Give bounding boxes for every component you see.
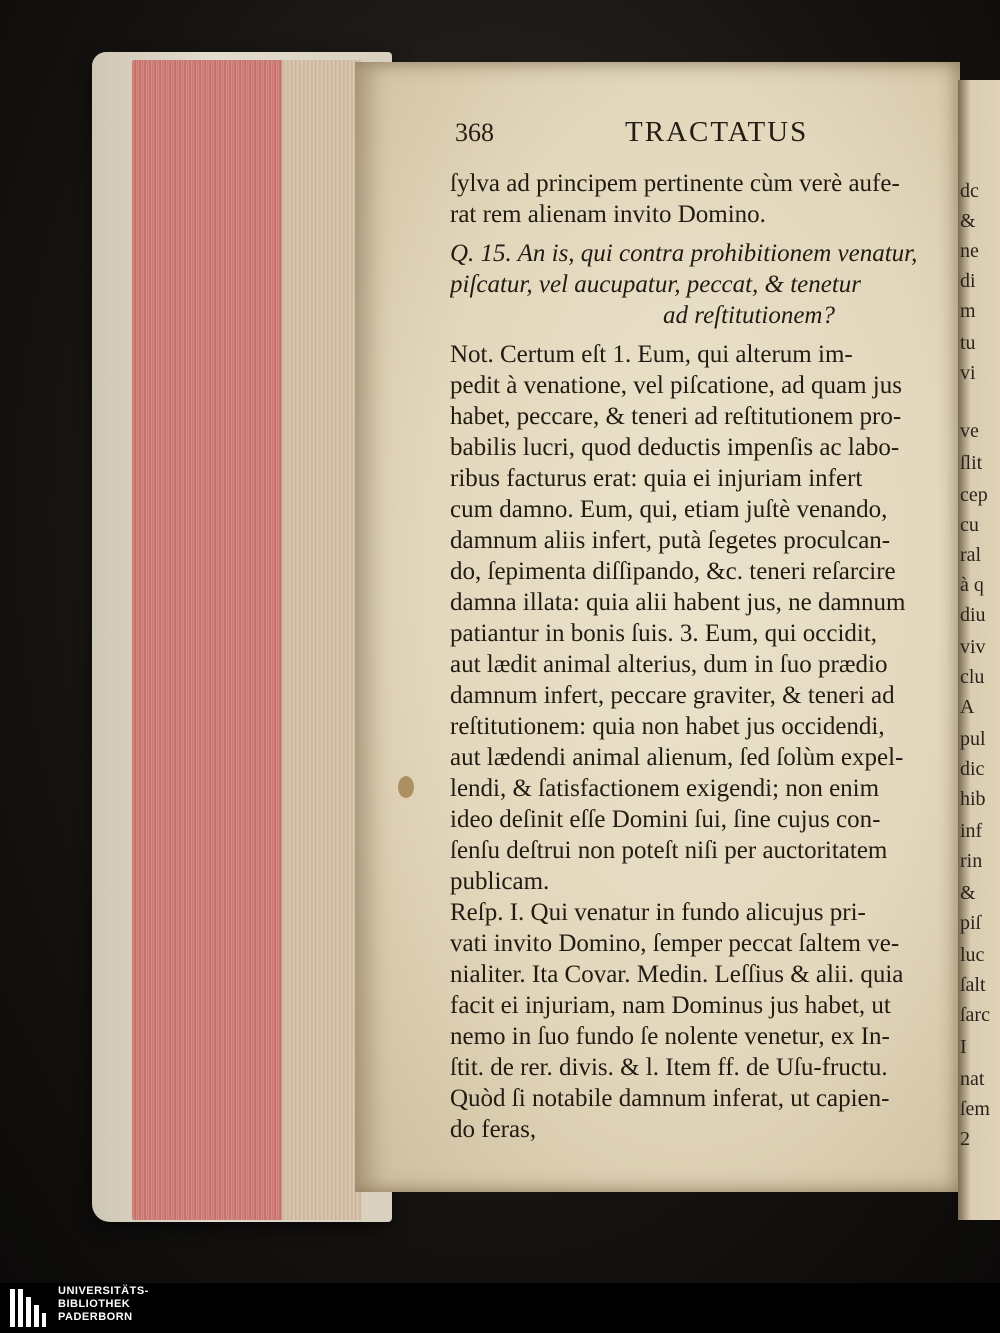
facing-page-fragment: hib (960, 788, 986, 810)
facing-page-strip (958, 80, 1000, 1220)
text-line: piſcatur, vel aucupatur, peccat, & tenetur (450, 271, 862, 298)
facing-page-fragment: cep (960, 484, 988, 506)
facing-page-fragment: & (960, 882, 976, 904)
page-number: 368 (455, 118, 494, 147)
text-line: Quòd ſi notabile damnum inferat, ut capien- (450, 1085, 890, 1112)
text-line: nialiter. Ita Covar. Medin. Leſſius & alii. quia (450, 961, 904, 988)
facing-page-fragment: dic (960, 758, 985, 780)
facing-page-fragment: I (960, 1036, 967, 1058)
text-line: pedit à venatione, vel piſcatione, ad quam jus (450, 372, 902, 399)
library-logo-icon (8, 1287, 48, 1329)
text-line: ſenſu deſtrui non poteſt niſi per auctoritatem (450, 837, 888, 864)
facing-page-fragment: ne (960, 240, 979, 262)
text-line: aut lædendi animal alienum, ſed ſolùm expel- (450, 744, 904, 771)
text-line: facit ei injuriam, nam Dominus jus habet, ut (450, 992, 891, 1019)
facing-page-fragment: dc (960, 180, 979, 202)
page-edges (132, 60, 362, 1220)
text-line: damna illata: quia alii habent jus, ne damnum (450, 589, 906, 616)
facing-page-fragment: rin (960, 850, 983, 872)
library-name (58, 1285, 149, 1324)
text-line: babilis lucri, quod deductis impenſis ac labo- (450, 434, 900, 461)
facing-page-fragment: 2 (960, 1128, 970, 1150)
facing-page-fragment: tu (960, 332, 976, 354)
facing-page-fragment: m (960, 300, 976, 322)
facing-page-fragment: ſlit (960, 452, 983, 474)
library-name-line2: BIBLIOTHEK (58, 1298, 131, 1310)
text-line: aut lædit animal alterius, dum in ſuo prædio (450, 651, 888, 678)
facing-page-fragment: piſ (960, 912, 982, 934)
text-line: lendi, & ſatisfactionem exigendi; non enim (450, 775, 880, 802)
text-line: Not. Certum eſt 1. Eum, qui alterum im- (450, 341, 853, 368)
text-line: Reſp. I. Qui venatur in fundo alicujus pri- (450, 899, 866, 926)
page-header (455, 112, 855, 152)
facing-page-fragment: ſarc (960, 1004, 990, 1026)
text-line: ribus facturus erat: quia ei injuriam infert (450, 465, 863, 492)
paper-stain (398, 776, 414, 798)
text-line: ſylva ad principem pertinente cùm verè aufe- (450, 170, 900, 197)
text-line: cum damno. Eum, qui, etiam juſtè venando, (450, 496, 888, 523)
text-line: ad reſtitutionem? (663, 302, 835, 329)
facing-page-fragment: di (960, 270, 976, 292)
facing-page-fragment: ve (960, 420, 979, 442)
text-line: patiantur in bonis ſuis. 3. Eum, qui occidit, (450, 620, 878, 647)
facing-page-fragment: viv (960, 636, 986, 658)
library-name-line1: UNIVERSITÄTS- (58, 1285, 149, 1297)
text-line: habet, peccare, & teneri ad reſtitutionem pro- (450, 403, 902, 430)
facing-page-fragment: clu (960, 666, 985, 688)
text-line: reſtitutionem: quia non habet jus occidendi, (450, 713, 885, 740)
body-text (450, 168, 955, 1145)
facing-page-fragment: ſem (960, 1098, 990, 1120)
text-line: ideo deſinit eſſe Domini ſui, ſine cujus con- (450, 806, 881, 833)
running-head: TRACTATUS (625, 116, 809, 148)
text-line: nemo in ſuo fundo ſe nolente venetur, ex In- (450, 1023, 890, 1050)
facing-page-fragment: pul (960, 728, 986, 750)
text-line: ſtit. de rer. divis. & l. Item ff. de Uſu-fructu. (450, 1054, 888, 1081)
text-line: rat rem alienam invito Domino. (450, 201, 766, 228)
text-line: Q. 15. An is, qui contra prohibitionem venatur, (450, 240, 918, 267)
facing-page-fragment: A (960, 696, 975, 718)
facing-page-fragment: & (960, 210, 976, 232)
text-line: damnum infert, peccare graviter, & teneri ad (450, 682, 895, 709)
text-line: do feras, (450, 1116, 537, 1143)
text-line: vati invito Domino, ſemper peccat ſaltem ve- (450, 930, 900, 957)
facing-page-fragment: cu (960, 514, 979, 536)
facing-page-fragment: vi (960, 362, 976, 384)
text-line: publicam. (450, 868, 550, 895)
facing-page-fragment: à q (960, 574, 984, 596)
library-name-line3: PADERBORN (58, 1311, 133, 1323)
facing-page-fragment: nat (960, 1068, 985, 1090)
facing-page-fragment: ral (960, 544, 982, 566)
text-line: damnum aliis infert, putà ſegetes proculcan- (450, 527, 891, 554)
facing-page-fragment: inf (960, 820, 983, 842)
text-line: do, ſepimenta diſſipando, &c. teneri reſarcire (450, 558, 896, 585)
footer-bar (0, 1283, 1000, 1333)
facing-page-fragment: diu (960, 604, 986, 626)
facing-page-fragment: ſalt (960, 974, 986, 996)
facing-page-fragment: luc (960, 944, 985, 966)
